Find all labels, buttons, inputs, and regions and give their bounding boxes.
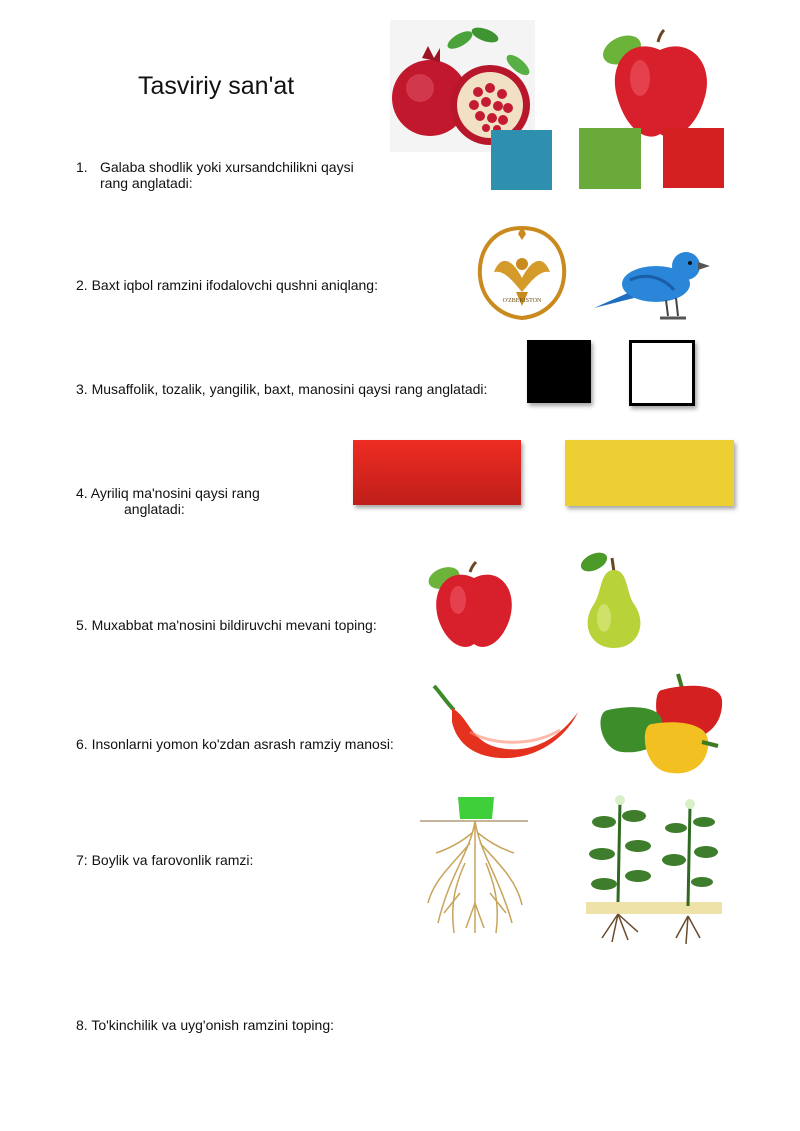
chili-pepper-image[interactable] <box>430 682 582 760</box>
emblem-icon <box>474 222 570 320</box>
black-color-square[interactable] <box>527 340 591 403</box>
question-7: 7: Boylik va farovonlik ramzi: <box>76 852 254 868</box>
question-2: 2. Baxt iqbol ramzini ifodalovchi qushni aniqlang: <box>76 277 378 293</box>
blue-bird-image[interactable] <box>590 244 712 320</box>
pear-image[interactable] <box>572 548 652 652</box>
question-6: 6. Insonlarni yomon ko'zdan asrash ramziy manosi: <box>76 736 394 752</box>
question-8: 8. To'kinchilik va uyg'onish ramzini toping: <box>76 1017 334 1033</box>
roots-icon <box>420 783 530 950</box>
sprouts-icon <box>582 782 726 950</box>
emblem-text: O'ZBEKISTON <box>502 298 542 304</box>
question-5: 5. Muxabbat ma'nosini bildiruvchi mevani toping: <box>76 617 377 633</box>
roots-image[interactable] <box>420 783 530 950</box>
green-color-swatch[interactable] <box>579 128 641 189</box>
page-title: Tasviriy san'at <box>138 72 295 100</box>
emblem-image[interactable] <box>474 222 570 320</box>
question-1-line1: Galaba shodlik yoki xursandchilikni qaysi <box>100 159 354 175</box>
blue-bird-icon <box>590 244 712 320</box>
apple-icon <box>600 28 722 143</box>
apple-image[interactable] <box>424 560 524 652</box>
question-1 <box>76 159 354 191</box>
question-4 <box>76 485 260 517</box>
blue-color-swatch[interactable] <box>491 130 552 190</box>
white-color-square[interactable] <box>629 340 695 406</box>
sprouts-image[interactable] <box>582 782 726 950</box>
pear-icon <box>572 548 652 652</box>
red-color-swatch[interactable] <box>663 128 724 188</box>
red-color-bar[interactable] <box>353 440 521 505</box>
question-3: 3. Musaffolik, tozalik, yangilik, baxt, manosini qaysi rang anglatadi: <box>76 381 488 397</box>
bell-peppers-image[interactable] <box>582 666 738 780</box>
question-1-line2: rang anglatadi: <box>100 175 193 191</box>
chili-pepper-icon <box>430 682 582 760</box>
question-4-line1: 4. Ayriliq ma'nosini qaysi rang <box>76 485 260 501</box>
apple-icon <box>424 560 524 652</box>
question-1-number: 1. <box>76 159 88 175</box>
bell-peppers-icon <box>582 666 738 780</box>
question-4-line2: anglatadi: <box>124 501 185 517</box>
apple-image-top[interactable] <box>600 28 722 143</box>
yellow-color-bar[interactable] <box>565 440 734 506</box>
